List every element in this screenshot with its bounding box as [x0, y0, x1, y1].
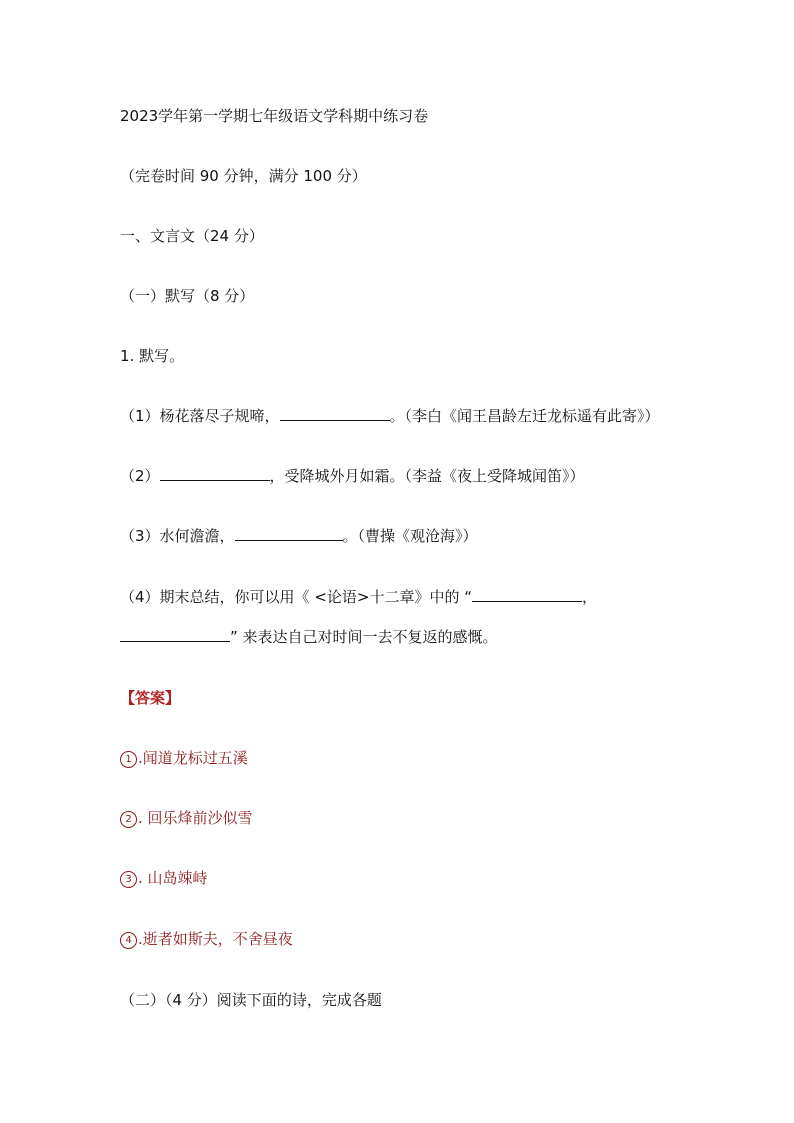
answer-item-1 [120, 748, 248, 768]
subsection-heading-2: （二）（4 分）阅读下面的诗，完成各题 [120, 991, 382, 1009]
circled-number: 3 [120, 871, 137, 888]
answer-sep: . [138, 869, 148, 887]
item-mid: ， [582, 588, 598, 606]
circled-number: 4 [120, 932, 137, 949]
question-item-2 [120, 466, 585, 486]
question-item-3 [120, 526, 478, 546]
item-prefix: （4）期末总结，你可以用《 <论语>十二章》中的 “ [120, 588, 472, 606]
item-suffix: ，受降城外月如霜。（李益《夜上受降城闻笛》） [269, 467, 585, 485]
answer-text: 山岛竦峙 [147, 869, 208, 887]
question-item-4 [120, 587, 597, 607]
answer-text: 闻道龙标过五溪 [142, 749, 248, 767]
question-heading: 1. 默写。 [120, 347, 185, 365]
answer-text: 逝者如斯夫，不舍昼夜 [142, 930, 293, 948]
fill-blank[interactable] [235, 526, 343, 541]
item-prefix: （1）杨花落尽子规啼， [120, 407, 280, 425]
item-suffix: ” 来表达自己对时间一去不复返的感慨。 [230, 628, 498, 646]
answer-item-2 [120, 808, 253, 828]
item-prefix: （2） [120, 467, 160, 485]
fill-blank[interactable] [160, 466, 270, 481]
answer-item-4 [120, 929, 293, 949]
exam-title: 2023学年第一学期七年级语文学科期中练习卷 [120, 107, 429, 125]
fill-blank[interactable] [472, 587, 582, 602]
circled-number: 1 [120, 751, 137, 768]
fill-blank[interactable] [120, 627, 230, 642]
item-suffix: 。（曹操《观沧海》） [342, 527, 478, 545]
subsection-heading: （一）默写（8 分） [120, 287, 255, 305]
question-item-4-cont [120, 627, 498, 647]
section-heading: 一、文言文（24 分） [120, 227, 264, 245]
exam-info: （完卷时间 90 分钟，满分 100 分） [120, 167, 367, 185]
answer-sep: . [138, 809, 148, 827]
fill-blank[interactable] [280, 406, 390, 421]
answer-text: 回乐烽前沙似雪 [147, 809, 253, 827]
answer-label: 【答案】 [120, 689, 181, 707]
circled-number: 2 [120, 811, 137, 828]
question-item-1 [120, 406, 660, 426]
answer-sep: . [138, 930, 143, 948]
answer-item-3 [120, 868, 208, 888]
item-suffix: 。（李白《闻王昌龄左迁龙标遥有此寄》） [389, 407, 660, 425]
answer-sep: . [138, 749, 143, 767]
item-prefix: （3）水何澹澹， [120, 527, 235, 545]
